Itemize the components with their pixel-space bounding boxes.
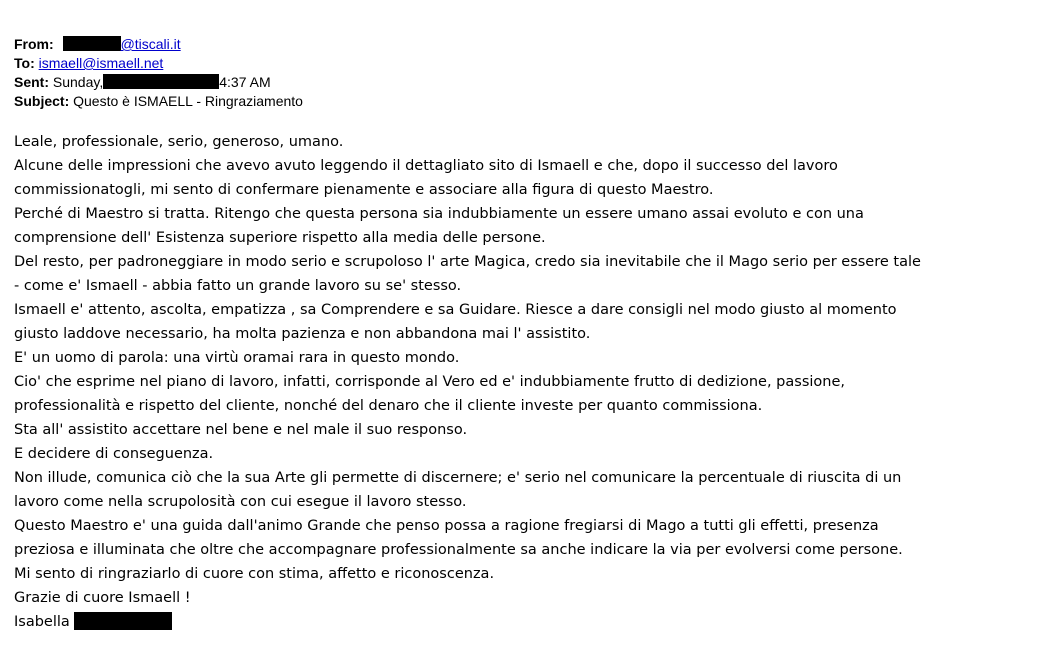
subject-label: Subject: [14,93,70,109]
sent-label: Sent: [14,74,49,90]
body-line: - come e' Ismaell - abbia fatto un grande lavoro su se' stesso. [14,278,462,294]
from-row [14,35,303,54]
body-line: Ismaell e' attento, ascolta, empatizza , sa Comprendere e sa Guidare. Riesce a dare consigli nel modo giusto al momento [14,302,897,318]
email-body [14,130,1050,634]
redacted-block [63,36,121,51]
to-row [14,54,303,73]
redacted-block [74,612,172,630]
from-email-link[interactable]: @tiscali.it [120,36,181,52]
subject-row [14,92,303,111]
signature-name: Isabella [14,614,70,630]
body-line: lavoro come nella scrupolosità con cui esegue il lavoro stesso. [14,494,467,510]
body-line: Grazie di cuore Ismaell ! [14,590,191,606]
body-line: Leale, professionale, serio, generoso, umano. [14,134,344,150]
body-line: giusto laddove necessario, ha molta pazienza e non abbandona mai l' assistito. [14,326,591,342]
body-line: professionalità e rispetto del cliente, nonché del denaro che il cliente investe per quanto commissiona. [14,398,763,414]
body-line: Non illude, comunica ciò che la sua Arte gli permette di discernere; e' serio nel comunicare la percentuale di riuscita di un [14,470,902,486]
body-line: Mi sento di ringraziarlo di cuore con stima, affetto e riconoscenza. [14,566,495,582]
sent-row [14,73,303,92]
body-line: Perché di Maestro si tratta. Ritengo che questa persona sia indubbiamente un essere umano assai evoluto e con una [14,206,864,222]
body-line: Questo Maestro e' una guida dall'animo Grande che penso possa a ragione fregiarsi di Mago a tutti gli effetti, presenza [14,518,879,534]
body-line: Del resto, per padroneggiare in modo serio e scrupoloso l' arte Magica, credo sia inevitabile che il Mago serio per essere tale [14,254,921,270]
body-line: comprensione dell' Esistenza superiore rispetto alla media delle persone. [14,230,546,246]
body-line: E decidere di conseguenza. [14,446,214,462]
subject-value: Questo è ISMAELL - Ringraziamento [73,93,303,109]
sent-time: 4:37 AM [219,74,271,90]
to-label: To: [14,55,35,71]
body-line: commissionatogli, mi sento di confermare pienamente e associare alla figura di questo Maestro. [14,182,714,198]
email-header [14,35,303,111]
from-label: From: [14,36,54,52]
body-line: preziosa e illuminata che oltre che accompagnare professionalmente sa anche indicare la via per evolversi come persone. [14,542,903,558]
body-line: Sta all' assistito accettare nel bene e nel male il suo responso. [14,422,468,438]
signature-line [14,610,1050,634]
body-line: E' un uomo di parola: una virtù oramai rara in questo mondo. [14,350,460,366]
sent-day: Sunday, [52,74,104,90]
body-line: Alcune delle impressioni che avevo avuto leggendo il dettagliato sito di Ismaell e che, dopo il successo del lavoro [14,158,838,174]
redacted-block [103,74,219,89]
body-line: Cio' che esprime nel piano di lavoro, infatti, corrisponde al Vero ed e' indubbiamente frutto di dedizione, passione, [14,374,845,390]
to-email-link[interactable]: ismaell@ismaell.net [38,55,164,71]
